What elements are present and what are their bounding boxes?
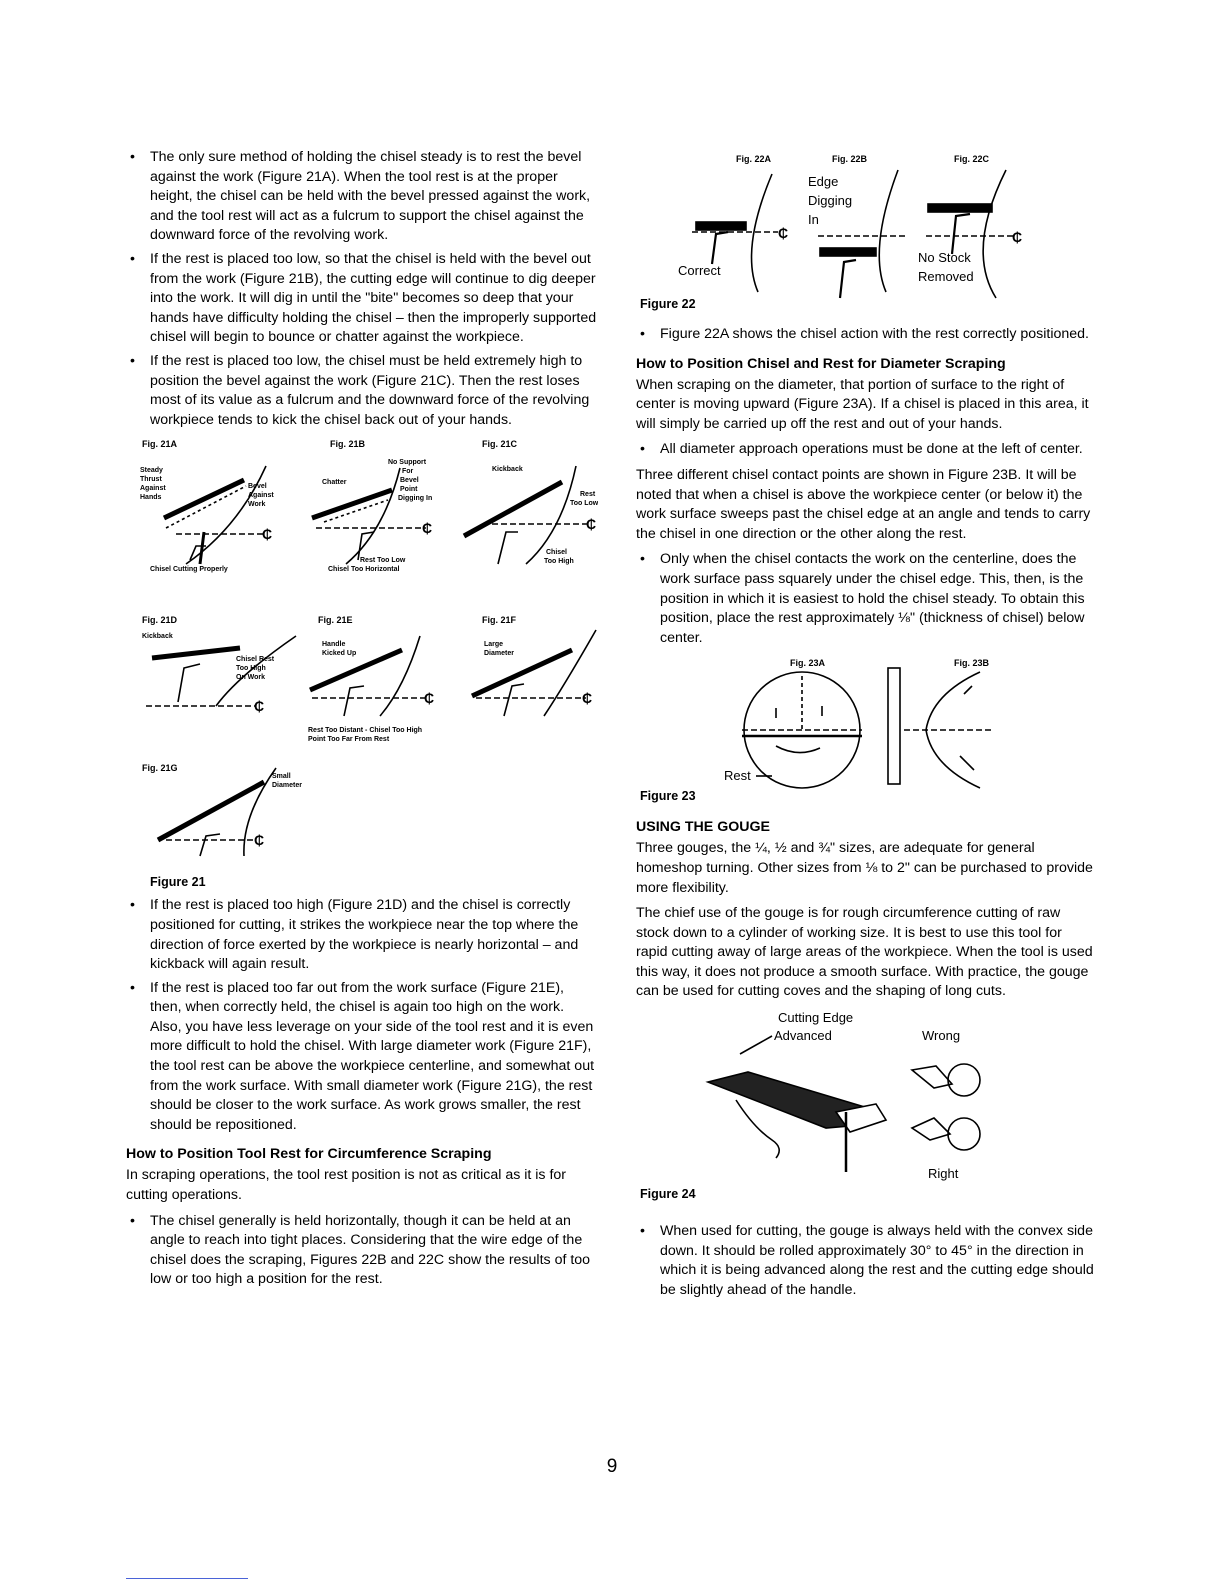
fig-23a-label: Fig. 23A: [790, 658, 826, 669]
fig-21g-diameter: Diameter: [272, 782, 302, 790]
fig-21e-label: Fig. 21E: [318, 615, 353, 626]
fig-21d-centerline-mark: ₵: [254, 698, 265, 715]
fig-21c-too-high: Too High: [544, 558, 574, 566]
fig-21e-kicked-up: Kicked Up: [322, 650, 357, 658]
fig-21e-centerline-mark: ₵: [424, 690, 435, 707]
fig-21d-kickback: Kickback: [142, 633, 173, 641]
figure-23-caption: Figure 23: [640, 789, 696, 804]
fig-23b-chisel-profile: [888, 668, 900, 784]
fig-21g-centerline-mark: ₵: [254, 832, 265, 849]
fig-24-wrong-gouge: [912, 1066, 952, 1088]
fig-21g-label: Fig. 21G: [142, 763, 178, 774]
fig-21f-centerline-mark: ₵: [582, 690, 593, 707]
fig-21c-centerline-mark: ₵: [586, 516, 597, 533]
fig-23-rest-label: Rest: [724, 768, 751, 784]
page-number: 9: [606, 1456, 618, 1477]
fig-21a-workpiece-arc: [186, 466, 266, 564]
fig-21a-chisel-edge: [166, 486, 246, 528]
bullet-list-three-points: [636, 550, 1096, 648]
fig-24-cutting-edge: Cutting Edge: [778, 1010, 854, 1026]
heading-diameter-scraping: How to Position Chisel and Rest for Diameter Scraping: [636, 355, 1006, 372]
fig-22c-chisel: [928, 204, 992, 212]
fig-21d-rest-post: [178, 664, 200, 702]
fig-21c-rest: Rest: [580, 491, 596, 499]
fig-21f-label: Fig. 21F: [482, 615, 517, 626]
fig-22b-workpiece-arc: [879, 170, 898, 292]
fig-21f-diameter: Diameter: [484, 650, 514, 658]
fig-21g-chisel: [158, 782, 264, 840]
fig-22a-label: Fig. 22A: [736, 154, 772, 164]
fig-23a-rotation-arrow: [776, 746, 820, 753]
fig-24-hand-outline: [736, 1100, 779, 1158]
fig-21b-caption-2: Chisel Too Horizontal: [328, 566, 400, 574]
fig-21a-tool-rest: [200, 532, 204, 564]
fig-21a-against2: Against: [248, 492, 274, 500]
figure-21-illustration: [126, 436, 598, 896]
fig-21e-workpiece-arc: [380, 636, 420, 716]
list-item: • Figure 22A shows the chisel action with the rest correctly positioned.: [636, 325, 1096, 345]
fig-24-right: Right: [928, 1166, 959, 1182]
fig-21e-handle: Handle: [322, 641, 346, 649]
fig-21b-caption-1: Rest Too Low: [360, 557, 406, 565]
fig-21b-point: Point: [400, 486, 418, 494]
list-item: • When used for cutting, the gouge is always held with the convex side down. It should be rolled approximately 30° to 45° in the direction in which it is being advanced along the rest and the cutting edge should be slightly ahead of the handle.: [636, 1222, 1096, 1300]
paragraph-diameter: When scraping on the diameter, that portion of surface to the right of center is moving upward (Figure 23A). If a chisel is placed in this area, it will simply be carried up off the rest and out of your hands.: [636, 376, 1089, 432]
fig-21e-rest-post: [344, 686, 364, 716]
list-item: • If the rest is placed too low, so that the chisel is held with the bevel out from the work (Figure 21B), the cutting edge will continue to dig deeper into the work. It will dig in until the "bite" becomes so deep that your hands have difficulty holding the chisel – then the improperly supported chisel will begin to bounce or chatter against the workpiece.: [126, 250, 598, 348]
fig-21a-against: Against: [140, 485, 166, 493]
fig-21a-caption: Chisel Cutting Properly: [150, 566, 228, 574]
list-item: • All diameter approach operations must be done at the left of center.: [636, 440, 1096, 460]
fig-21a-hands: Hands: [140, 494, 162, 502]
figure-24-illustration: [636, 1008, 1096, 1204]
fig-21a-steady: Steady: [140, 467, 163, 475]
list-item: • Only when the chisel contacts the work on the centerline, does the work surface pass squarely under the chisel edge. This, then, is the position in which it is easiest to hold the chisel steady. To obtain this position, place the rest approximately ⅛" (thickness of chisel) below center.: [636, 550, 1096, 648]
fig-21c-label: Fig. 21C: [482, 439, 518, 450]
fig-21a-chisel: [164, 480, 244, 518]
fig-21d-label: Fig. 21D: [142, 615, 178, 626]
fig-21a-centerline-mark: ₵: [262, 526, 273, 543]
fig-21ef-caption-2: Point Too Far From Rest: [308, 736, 390, 744]
fig-22c-centerline-mark: ₵: [1012, 229, 1023, 245]
fig-21ef-caption-1: Rest Too Distant - Chisel Too High: [308, 727, 423, 735]
fig-21b-no-support: No Support: [388, 459, 427, 467]
list-item: • The chisel generally is held horizontally, though it can be held at an angle to reach into tight places. Considering that the wire edge of the chisel does the scraping, Figures 22B and 22C show the results of too low or too high a position for the rest.: [126, 1212, 598, 1290]
paragraph-three-points: Three different chisel contact points are shown in Figure 23B. It will be noted that when a chisel is above the workpiece center (or below it) the work surface sweeps past the chisel edge at an angle and tends to carry the chisel in one direction or the other along the rest.: [636, 466, 1091, 542]
fig-21f-large: Large: [484, 641, 504, 649]
fig-22a-correct: Correct: [678, 263, 721, 278]
heading-using-gouge: USING THE GOUGE: [636, 819, 771, 836]
fig-21a-bevel: Bevel: [248, 483, 267, 491]
bullet-list-diameter: [636, 440, 1096, 460]
figure-24-caption: Figure 24: [640, 1187, 696, 1202]
fig-22b-chisel: [820, 248, 876, 256]
left-column: [126, 148, 598, 1296]
fig-24-advanced: Advanced: [774, 1028, 832, 1044]
paragraph-circumference: In scraping operations, the tool rest position is not as critical as it is for cutting operations.: [126, 1167, 567, 1204]
fig-22a-workpiece-arc: [752, 174, 772, 292]
fig-22a-centerline-mark: ₵: [778, 225, 789, 241]
fig-21d-chisel-rest: Chisel Rest: [236, 656, 275, 664]
fig-21b-digging: Digging In: [398, 495, 433, 503]
fig-21c-chisel: [464, 482, 562, 536]
fig-21b-label: Fig. 21B: [330, 439, 366, 450]
fig-21f-rest-post: [504, 684, 524, 716]
fig-21a-work: Work: [248, 501, 266, 509]
right-column: [636, 150, 1096, 1306]
figure-23-illustration: [636, 654, 1096, 804]
bullet-list-circumference: [126, 1212, 598, 1290]
fig-22b-rest-post: [840, 260, 856, 298]
paragraph-gouge-sizes: Three gouges, the ¼, ½ and ¾" sizes, are adequate for general homeshop turning. Other sizes from ⅛ to 2" can be purchased to provide more flexibility.: [636, 840, 1093, 896]
fig-24-right-workpiece: [948, 1118, 980, 1150]
fig-22c-workpiece-arc: [983, 170, 1006, 298]
bullet-list-mid: [126, 896, 598, 1135]
footer-link-underline: [126, 1578, 248, 1579]
figure-22-illustration: [636, 150, 1096, 315]
fig-22c-no-stock: No Stock: [918, 250, 971, 265]
fig-24-wrong-workpiece: [948, 1064, 980, 1096]
fig-22a-chisel: [696, 222, 746, 230]
fig-21b-workpiece-arc: [346, 468, 400, 564]
figure-21-caption: Figure 21: [150, 875, 206, 890]
bullet-list-top: [126, 148, 598, 430]
fig-22b-label: Fig. 22B: [832, 154, 868, 164]
fig-24-wrong: Wrong: [922, 1028, 961, 1044]
fig-21b-chatter: Chatter: [322, 479, 347, 487]
fig-24-pointer-line: [740, 1036, 772, 1054]
list-item: • If the rest is placed too high (Figure 21D) and the chisel is correctly positioned for cutting, it strikes the workpiece near the top where the direction of force exerted by the workpiece is nearly horizontal – and kickback will again result.: [126, 896, 598, 974]
fig-21a-label: Fig. 21A: [142, 439, 178, 450]
figure-22-caption: Figure 22: [640, 297, 696, 311]
fig-21b-bevel: Bevel: [400, 477, 419, 485]
fig-23b-lower-contact: [960, 756, 974, 770]
fig-21c-rest-post: [498, 532, 518, 564]
fig-22c-rest-post: [952, 214, 970, 254]
fig-24-right-gouge: [912, 1118, 950, 1140]
fig-21g-rest-post: [200, 834, 220, 856]
fig-21b-for: For: [402, 468, 414, 476]
fig-21c-chisel: Chisel: [546, 549, 568, 557]
fig-22b-digging: Digging: [808, 193, 853, 208]
fig-21b-chisel: [312, 490, 392, 518]
fig-21d-chisel: [152, 648, 240, 658]
fig-22a-rest-post: [712, 232, 728, 264]
fig-22b-edge: Edge: [808, 174, 839, 189]
fig-22c-label: Fig. 22C: [954, 154, 990, 164]
fig-21g-small: Small: [272, 773, 291, 781]
fig-21c-too-low: Too Low: [570, 500, 598, 508]
fig-23b-upper-contact: [964, 686, 972, 694]
fig-23b-label: Fig. 23B: [954, 658, 990, 669]
heading-circumference-scraping: How to Position Tool Rest for Circumference Scraping: [126, 1146, 492, 1163]
fig-21a-rest-post: [190, 546, 206, 560]
bullet-list-gouge: [636, 1222, 1096, 1300]
paragraph-gouge-use: The chief use of the gouge is for rough circumference cutting of raw stock down to a cylinder of working size. It is best to use this tool for rapid cutting away of large areas of the workpiece. When the tool is used this way, it does not produce a smooth surface. With practice, the gouge can be used for cutting coves and the shaping of long cuts.: [636, 905, 1093, 1000]
list-item: • The only sure method of holding the chisel steady is to rest the bevel against the work (Figure 21A). When the tool rest is at the proper height, the chisel can be held with the bevel pressed against the work, and the tool rest will act as a fulcrum to support the chisel against the downward force of the revolving work.: [126, 148, 598, 246]
fig-22c-removed: Removed: [918, 269, 974, 284]
fig-21d-too-high: Too High: [236, 665, 266, 673]
list-item: • If the rest is placed too low, the chisel must be held extremely high to position the bevel against the work (Figure 21C). Then the rest loses most of its value as a fulcrum and the downward force of the revolving workpiece tends to kick the chisel back out of your hands.: [126, 352, 598, 430]
list-item: • If the rest is placed too far out from the work surface (Figure 21E), then, when correctly held, the chisel is again too high on the work. Also, you have less leverage on your side of the tool rest and it is even more difficult to hold the chisel. With large diameter work (Figure 21F), the tool rest can be above the workpiece centerline, and somewhat out from the work surface. With small diameter work (Figure 21G), the rest should be closer to the work surface. As work grows smaller, the rest should be repositioned.: [126, 979, 598, 1136]
fig-22b-in: In: [808, 212, 819, 227]
fig-21d-on-work: On Work: [236, 674, 266, 682]
fig-21c-kickback: Kickback: [492, 466, 523, 474]
fig-21b-centerline-mark: ₵: [422, 520, 433, 537]
fig-21a-thrust: Thrust: [140, 476, 162, 484]
bullet-list-22: [636, 325, 1096, 345]
